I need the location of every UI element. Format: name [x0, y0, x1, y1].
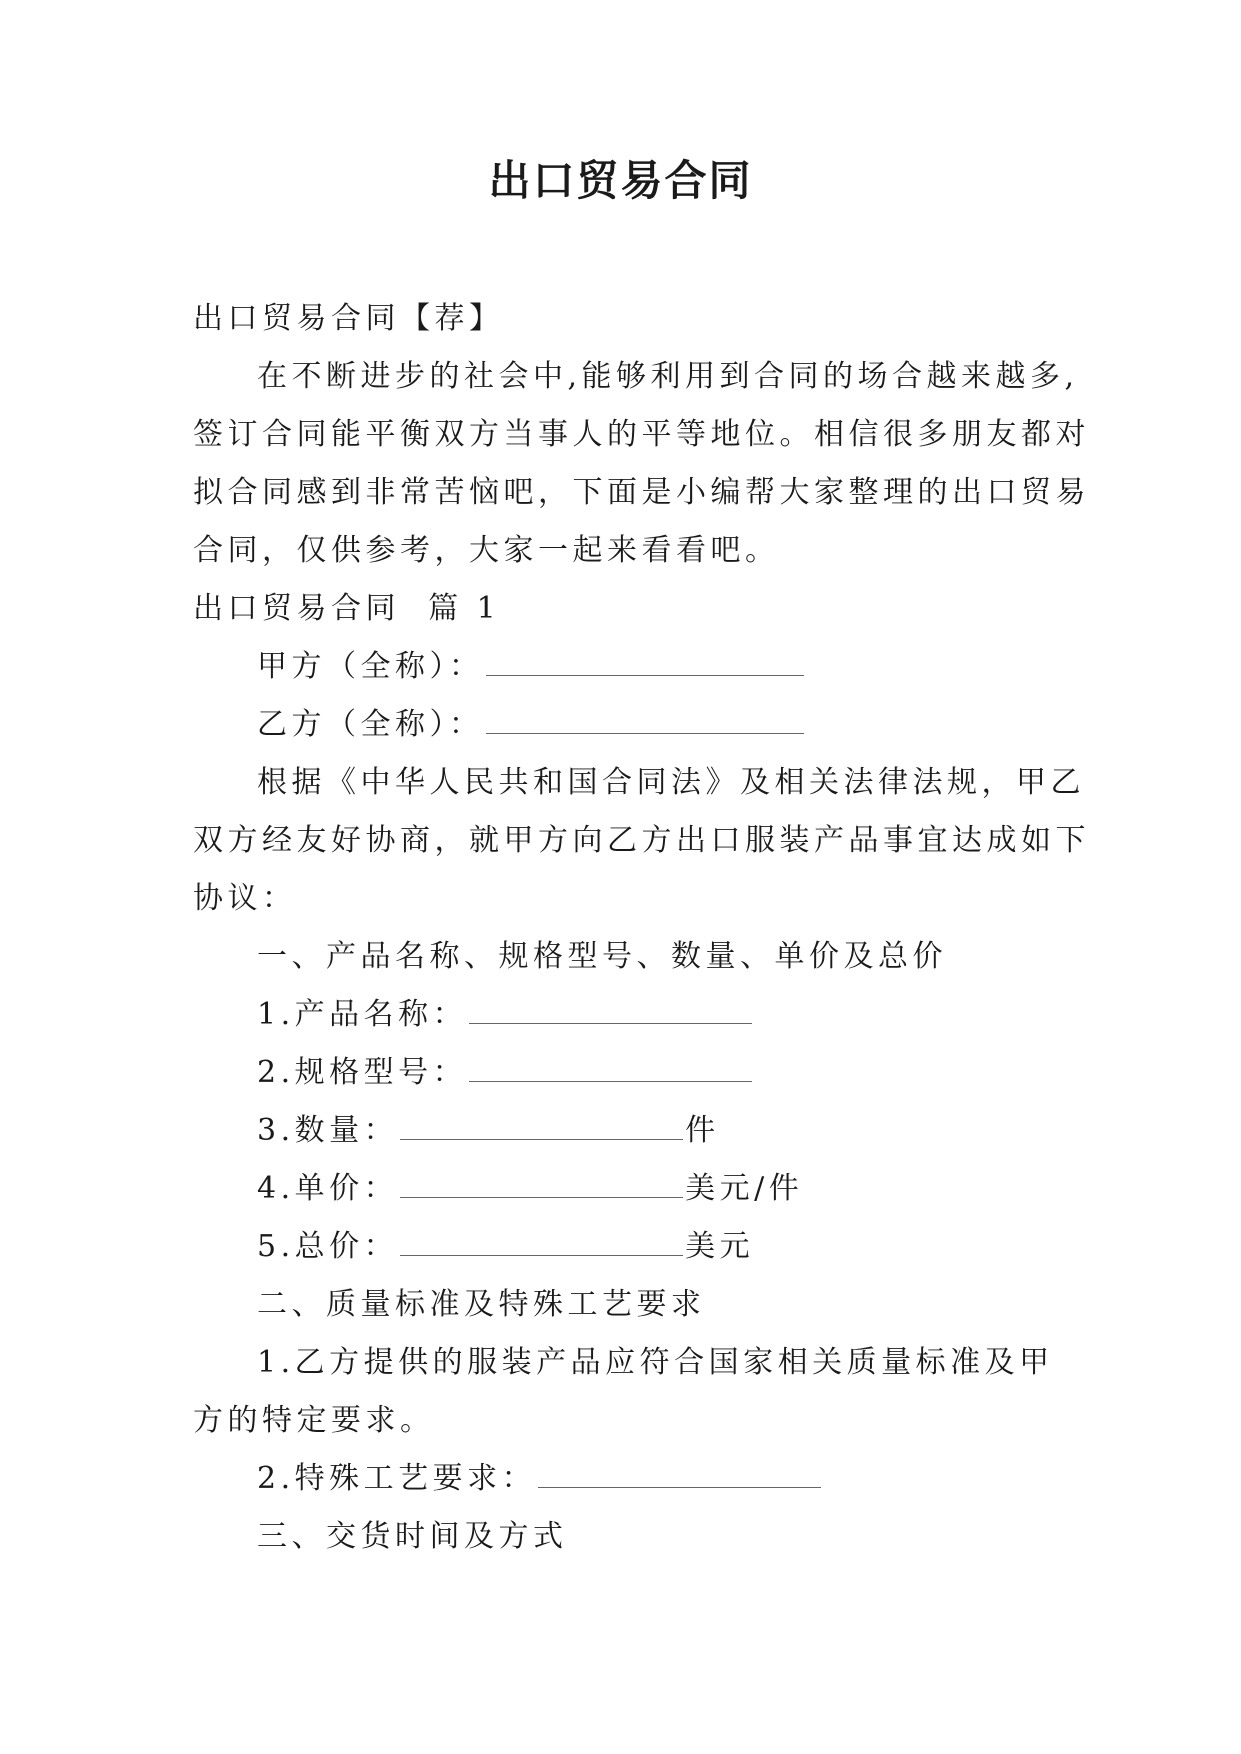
party-b-blank: [486, 707, 804, 734]
heading-line: 出口贸易合同【荐】: [193, 301, 504, 336]
quality-line-2: 方的特定要求。: [193, 1403, 435, 1438]
preamble-line-2: 双方经友好协商，就甲方向乙方出口服装产品事宜达成如下: [193, 823, 1090, 858]
party-a-label: 甲方（全称）：: [257, 649, 484, 684]
document-body: [193, 290, 1090, 1566]
quantity-unit: 件: [685, 1113, 720, 1148]
total-label: 5.总价：: [257, 1229, 399, 1264]
spec-blank: [469, 1055, 752, 1082]
intro-line-4: 合同，仅供参考，大家一起来看看吧。: [193, 533, 780, 568]
quantity-label: 3.数量：: [257, 1113, 399, 1148]
product-name-line: [193, 986, 1053, 1044]
quality-line-1: 1.乙方提供的服装产品应符合国家相关质量标准及甲: [257, 1345, 1054, 1380]
party-a-blank: [486, 649, 804, 676]
clause1-title: 一、产品名称、规格型号、数量、单价及总价: [257, 939, 947, 974]
document-title: 出口贸易合同: [488, 156, 753, 205]
party-b-line: [193, 696, 1053, 754]
clause2-title: 二、质量标准及特殊工艺要求: [257, 1287, 706, 1322]
intro-line-2: 签订合同能平衡双方当事人的平等地位。相信很多朋友都对: [193, 417, 1090, 452]
section-heading: 出口贸易合同 篇 1: [193, 591, 501, 626]
intro-line-1: 在不断进步的社会中,能够利用到合同的场合越来越多,: [257, 359, 1079, 394]
product-name-blank: [469, 997, 752, 1024]
product-name-label: 1.产品名称：: [257, 997, 468, 1032]
intro-line-3: 拟合同感到非常苦恼吧，下面是小编帮大家整理的出口贸易: [193, 475, 1090, 510]
preamble-line-3: 协议：: [193, 881, 297, 916]
quantity-blank: [400, 1113, 683, 1140]
craft-label: 2.特殊工艺要求：: [257, 1461, 537, 1496]
party-b-label: 乙方（全称）：: [257, 707, 484, 742]
unit-price-blank: [400, 1171, 683, 1198]
quantity-line: [193, 1102, 1053, 1160]
spec-label: 2.规格型号：: [257, 1055, 468, 1090]
total-unit: 美元: [685, 1229, 755, 1264]
party-a-line: [193, 638, 1053, 696]
total-line: [193, 1218, 1053, 1276]
craft-line: [193, 1450, 1053, 1508]
craft-blank: [538, 1461, 821, 1488]
spec-line: [193, 1044, 1053, 1102]
total-blank: [400, 1229, 683, 1256]
unit-price-unit: 美元/件: [685, 1171, 804, 1206]
preamble-line-1: 根据《中华人民共和国合同法》及相关法律法规，甲乙: [257, 765, 1085, 800]
unit-price-line: [193, 1160, 1053, 1218]
unit-price-label: 4.单价：: [257, 1171, 399, 1206]
clause3-title: 三、交货时间及方式: [257, 1519, 568, 1554]
